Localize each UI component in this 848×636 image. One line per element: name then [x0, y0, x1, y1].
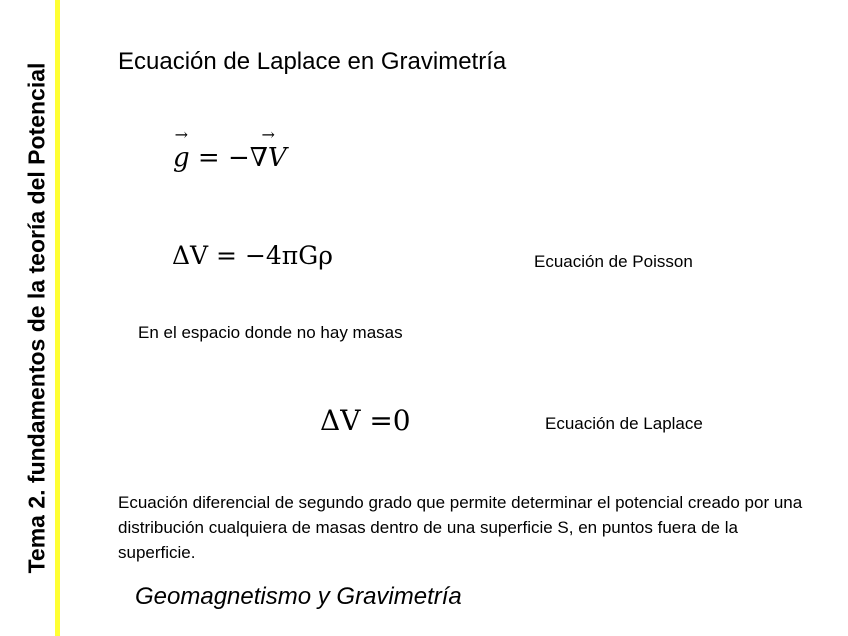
- vector-arrow-icon: →: [174, 125, 189, 144]
- gravity-equation: [173, 125, 287, 173]
- g-symbol: g: [173, 143, 190, 173]
- laplace-equation: ΔV =0: [320, 404, 411, 437]
- footer-text: Geomagnetismo y Gravimetría: [135, 583, 462, 610]
- description-text: Ecuación diferencial de segundo grado que permite determinar el potencial creado por una distribución cualquiera de masas dentro de una superficie S, en puntos fuera de la superficie.: [118, 493, 803, 562]
- poisson-label: Ecuación de Poisson: [534, 252, 693, 271]
- vector-gradient-v: [249, 125, 287, 173]
- vector-g: [173, 125, 190, 173]
- yellow-divider: [55, 0, 60, 636]
- laplace-label: Ecuación de Laplace: [545, 414, 703, 433]
- vector-arrow-icon: →: [261, 125, 275, 144]
- poisson-equation: ΔV = −4πGρ: [172, 241, 333, 270]
- nabla-v-symbol: ∇V: [249, 143, 287, 173]
- equals-minus: = −: [189, 143, 250, 173]
- slide-title: Ecuación de Laplace en Gravimetría: [118, 48, 507, 75]
- no-masses-text: En el espacio donde no hay masas: [138, 323, 403, 342]
- side-title: Tema 2. fundamentos de la teoría del Potencial: [23, 62, 50, 574]
